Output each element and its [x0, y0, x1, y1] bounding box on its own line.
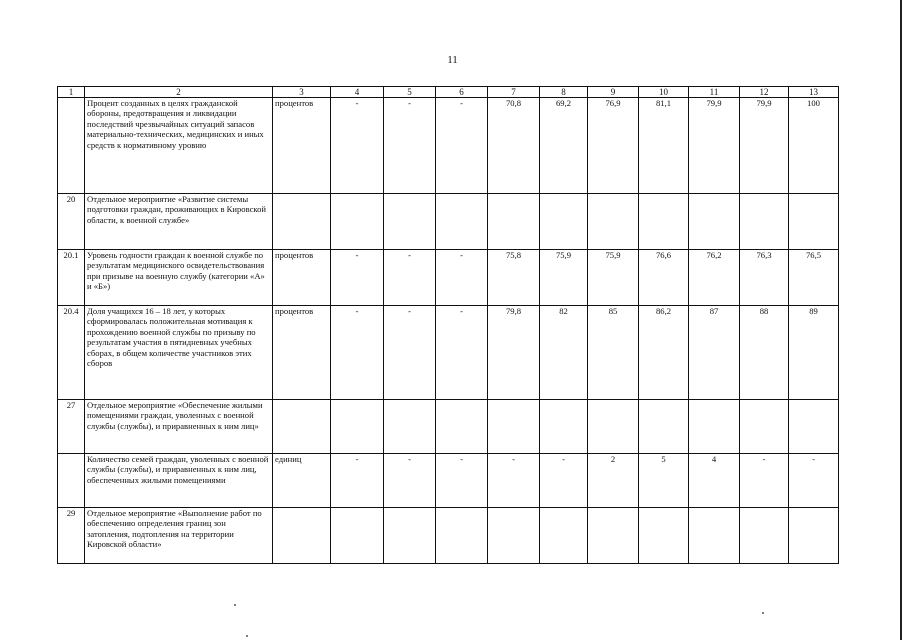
value-cell: [740, 508, 789, 564]
value-cell: -: [488, 454, 540, 508]
value-cell: [540, 194, 588, 250]
value-cell: [789, 400, 839, 454]
scan-speck: [246, 635, 248, 637]
indicator-name: Отдельное мероприятие «Выполнение работ по обеспечению определения границ зон затопления, подтопления на территории Кировской области»: [85, 508, 273, 564]
header-cell: 5: [384, 87, 436, 98]
value-cell: 82: [540, 306, 588, 400]
value-cell: [740, 194, 789, 250]
value-cell: 75,8: [488, 250, 540, 306]
value-cell: [331, 194, 384, 250]
value-cell: 5: [639, 454, 689, 508]
header-cell: 12: [740, 87, 789, 98]
value-cell: 2: [588, 454, 639, 508]
value-cell: -: [436, 250, 488, 306]
row-number: 20.1: [58, 250, 85, 306]
value-cell: 76,3: [740, 250, 789, 306]
indicators-table: [57, 86, 839, 564]
header-cell: 4: [331, 87, 384, 98]
indicator-name: Доля учащихся 16 – 18 лет, у которых сформировалась положительная мотивация к прохождению военной службы по призыву по результатам участия в пятидневных учебных сборах, в общем количестве участников этих сборов: [85, 306, 273, 400]
row-number: [58, 98, 85, 194]
value-cell: [436, 194, 488, 250]
indicator-name: Уровень годности граждан к военной службе по результатам медицинского освидетельствования при призыве на военную службу (категории «А» и «Б»): [85, 250, 273, 306]
unit-cell: [273, 194, 331, 250]
value-cell: 79,9: [689, 98, 740, 194]
value-cell: [384, 508, 436, 564]
table-row: [58, 250, 839, 306]
value-cell: [639, 508, 689, 564]
value-cell: 81,1: [639, 98, 689, 194]
value-cell: -: [740, 454, 789, 508]
value-cell: [331, 400, 384, 454]
unit-cell: [273, 508, 331, 564]
value-cell: 86,2: [639, 306, 689, 400]
value-cell: 89: [789, 306, 839, 400]
value-cell: [639, 400, 689, 454]
value-cell: -: [331, 250, 384, 306]
value-cell: -: [540, 454, 588, 508]
header-cell: 9: [588, 87, 639, 98]
value-cell: -: [384, 98, 436, 194]
value-cell: 70,8: [488, 98, 540, 194]
table-row: [58, 194, 839, 250]
value-cell: 85: [588, 306, 639, 400]
indicator-name: Отдельное мероприятие «Обеспечение жилыми помещениями граждан, уволенных с военной службы (службы), и приравненных к ним лиц»: [85, 400, 273, 454]
value-cell: 100: [789, 98, 839, 194]
value-cell: [488, 194, 540, 250]
value-cell: -: [384, 250, 436, 306]
value-cell: [540, 508, 588, 564]
value-cell: [740, 400, 789, 454]
table-row: [58, 98, 839, 194]
value-cell: 69,2: [540, 98, 588, 194]
header-cell: 1: [58, 87, 85, 98]
value-cell: [384, 400, 436, 454]
value-cell: 79,8: [488, 306, 540, 400]
value-cell: -: [436, 306, 488, 400]
indicator-name: Отдельное мероприятие «Развитие системы подготовки граждан, проживающих в Кировской области, к военной службе»: [85, 194, 273, 250]
value-cell: -: [384, 454, 436, 508]
header-cell: 10: [639, 87, 689, 98]
table-row: [58, 306, 839, 400]
unit-cell: [273, 400, 331, 454]
header-cell: 2: [85, 87, 273, 98]
header-cell: 13: [789, 87, 839, 98]
value-cell: [488, 400, 540, 454]
value-cell: 4: [689, 454, 740, 508]
row-number: [58, 454, 85, 508]
value-cell: 75,9: [540, 250, 588, 306]
row-number: 27: [58, 400, 85, 454]
unit-cell: процентов: [273, 250, 331, 306]
value-cell: [689, 400, 740, 454]
scan-edge: [900, 0, 902, 640]
value-cell: [789, 194, 839, 250]
value-cell: [689, 194, 740, 250]
value-cell: 76,9: [588, 98, 639, 194]
indicator-name: Процент созданных в целях гражданской обороны, предотвращения и ликвидации последствий чрезвычайных ситуаций запасов материально-технических, медицинских и иных средств к нормативному уровню: [85, 98, 273, 194]
value-cell: 87: [689, 306, 740, 400]
value-cell: -: [789, 454, 839, 508]
page-number: 11: [447, 54, 458, 66]
value-cell: [639, 194, 689, 250]
value-cell: [789, 508, 839, 564]
header-cell: 3: [273, 87, 331, 98]
value-cell: -: [331, 454, 384, 508]
value-cell: [588, 400, 639, 454]
value-cell: [436, 508, 488, 564]
value-cell: 75,9: [588, 250, 639, 306]
header-cell: 8: [540, 87, 588, 98]
value-cell: [588, 194, 639, 250]
header-cell: 7: [488, 87, 540, 98]
value-cell: [488, 508, 540, 564]
scan-speck: [762, 612, 764, 614]
unit-cell: процентов: [273, 306, 331, 400]
row-number: 20.4: [58, 306, 85, 400]
value-cell: 76,6: [639, 250, 689, 306]
value-cell: [436, 400, 488, 454]
unit-cell: процентов: [273, 98, 331, 194]
unit-cell: единиц: [273, 454, 331, 508]
table-row: [58, 400, 839, 454]
indicator-name: Количество семей граждан, уволенных с военной службы (службы), и приравненных к ним лиц, обеспеченных жилыми помещениями: [85, 454, 273, 508]
value-cell: -: [331, 98, 384, 194]
value-cell: 76,2: [689, 250, 740, 306]
value-cell: -: [436, 98, 488, 194]
value-cell: 79,9: [740, 98, 789, 194]
row-number: 20: [58, 194, 85, 250]
value-cell: 76,5: [789, 250, 839, 306]
table-row: [58, 508, 839, 564]
header-cell: 6: [436, 87, 488, 98]
row-number: 29: [58, 508, 85, 564]
table-row: [58, 454, 839, 508]
value-cell: [540, 400, 588, 454]
header-row: [58, 87, 839, 98]
value-cell: -: [331, 306, 384, 400]
value-cell: [331, 508, 384, 564]
value-cell: -: [436, 454, 488, 508]
value-cell: [384, 194, 436, 250]
value-cell: [588, 508, 639, 564]
value-cell: -: [384, 306, 436, 400]
value-cell: 88: [740, 306, 789, 400]
scan-speck: [234, 604, 236, 606]
header-cell: 11: [689, 87, 740, 98]
value-cell: [689, 508, 740, 564]
